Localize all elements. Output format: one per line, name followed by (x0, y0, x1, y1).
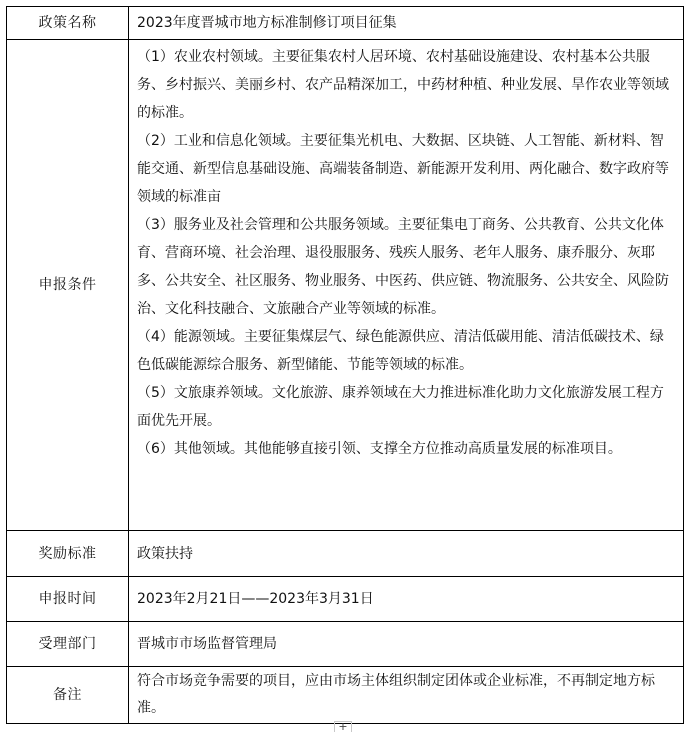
row-conditions (7, 40, 684, 531)
department-label: 受理部门 (7, 622, 129, 667)
policy-table (6, 6, 684, 724)
remark-value: 符合市场竞争需要的项目，应由市场主体组织制定团体或企业标准，不再制定地方标准。 (129, 667, 684, 724)
conditions-label: 申报条件 (7, 40, 129, 531)
period-value: 2023年2月21日——2023年3月31日 (129, 577, 684, 622)
policy-name-label: 政策名称 (7, 7, 129, 40)
reward-label: 奖励标准 (7, 531, 129, 577)
row-period (7, 577, 684, 622)
condition-item-3: （3）服务业及社会管理和公共服务领域。主要征集电丁商务、公共教育、公共文化体育、营商环境、社会治理、退役服服务、残疾人服务、老年人服务、康乔服分、灰耶多、公共安全、社区服务、物业服务、中医药、供应链、物流服务、公共安全、风险防治、文化科技融合、文旅融合产业等领域的标准。 (137, 217, 669, 317)
condition-item-4: （4）能源领域。主要征集煤层气、绿色能源供应、清洁低碳用能、清洁低碳技术、绿色低碳能源综合服务、新型储能、节能等领域的标准。 (137, 329, 664, 373)
condition-item-1: （1）农业农村领域。主要征集农村人居环境、农村基础设施建设、农村基本公共服务、乡村振兴、美丽乡村、农产品精深加工，中药材种植、种业发展、旱作农业等领域的标准。 (137, 49, 669, 121)
reward-value: 政策扶持 (129, 531, 684, 577)
policy-name-value: 2023年度晋城市地方标准制修订项目征集 (129, 7, 684, 40)
conditions-value (129, 40, 684, 531)
period-label: 申报时间 (7, 577, 129, 622)
row-policy-name (7, 7, 684, 40)
condition-item-5: （5）文旅康养领域。文化旅游、康养领域在大力推进标准化助力文化旅游发展工程方面优先开展。 (137, 385, 664, 429)
row-department (7, 622, 684, 667)
condition-item-6: （6）其他领域。其他能够直接引领、支撑全方位推动高质量发展的标准项目。 (137, 441, 622, 457)
row-reward (7, 531, 684, 577)
remark-label: 备注 (7, 667, 129, 724)
condition-item-2: （2）工业和信息化领域。主要征集光机电、大数据、区块链、人工智能、新材料、智能交通、新型信息基础设施、高端装备制造、新能源开发利用、两化融合、数字政府等领域的标准亩 (137, 133, 669, 205)
row-remark (7, 667, 684, 724)
department-value: 晋城市市场监督管理局 (129, 622, 684, 667)
table-add-row-marker[interactable]: + (334, 721, 352, 732)
